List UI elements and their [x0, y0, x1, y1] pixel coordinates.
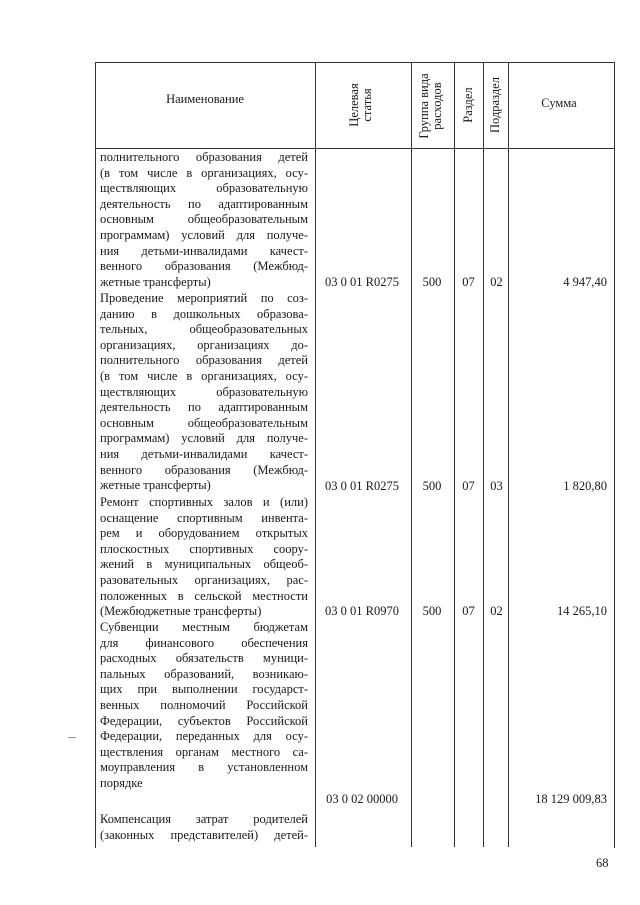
description-line: программам) условий для получе- — [100, 227, 308, 242]
description-line: (в том числе в организациях, осу- — [100, 368, 308, 383]
header-group-line: расходов — [430, 82, 444, 130]
description-line: разовательных организациях, рас- — [100, 572, 308, 587]
subsection-code: 03 — [490, 479, 503, 493]
section-code: 07 — [462, 604, 475, 618]
description-line: (Межбюджетные трансферты) — [100, 604, 262, 619]
row-description — [100, 150, 308, 290]
header-sum: Сумма — [541, 96, 577, 110]
header-target-line: Целевая — [347, 83, 361, 127]
amount-value: 14 265,10 — [557, 604, 607, 618]
amount-value: 4 947,40 — [563, 275, 607, 289]
description-line: венного образования (Межбюд- — [100, 259, 308, 274]
description-line: данию в дошкольных образова- — [100, 306, 308, 321]
header-group-line: Группа вида — [417, 73, 431, 139]
description-line: Проведение мероприятий по соз- — [100, 291, 308, 305]
description-line: ществляющих образовательную — [100, 384, 308, 399]
description-line: Субвенции местным бюджетам — [100, 620, 308, 634]
description-line: щих при выполнении государст- — [100, 682, 308, 697]
column-divider — [508, 62, 509, 847]
subsection-code: 02 — [490, 604, 503, 618]
header-name: Наименование — [166, 92, 244, 106]
description-line: ществления органам местного са- — [100, 744, 308, 759]
header-expense-group — [418, 61, 446, 151]
description-line: деятельность по адаптированным — [100, 196, 308, 211]
description-line: жений в муниципальных общеоб- — [100, 557, 308, 572]
description-line: ния детьми-инвалидами качест- — [100, 243, 308, 258]
amount-value: 18 129 009,83 — [535, 792, 607, 806]
description-line: венных полномочий Российской — [100, 697, 308, 712]
target-article-code: 03 0 01 R0970 — [325, 604, 399, 618]
description-line: Федерации, субъектов Российской — [100, 713, 308, 728]
description-line: оснащение спортивным инвента- — [100, 510, 308, 525]
expense-group-code: 500 — [422, 604, 442, 618]
description-line: ния детьми-инвалидами качест- — [100, 446, 308, 461]
amount-value: 1 820,80 — [563, 479, 607, 493]
column-divider — [483, 62, 484, 847]
section-code: 07 — [462, 479, 475, 493]
row-description — [100, 495, 308, 620]
row-description — [100, 291, 308, 494]
description-line: основным общеобразовательным — [100, 415, 308, 430]
description-line: организациях, организациях до- — [100, 337, 308, 352]
description-line: деятельность по адаптированным — [100, 400, 308, 415]
description-line: жетные трансферты) — [100, 478, 211, 493]
subsection-code: 02 — [490, 275, 503, 289]
description-line: плоскостных спортивных соору- — [100, 541, 308, 556]
description-line: порядке — [100, 775, 143, 790]
target-article-code: 03 0 02 00000 — [326, 792, 398, 806]
header-target-line: статья — [360, 88, 374, 122]
description-line: моуправления в установленном — [100, 760, 308, 775]
description-line: пальных образований, возникаю- — [100, 666, 308, 681]
header-section: Раздел — [461, 87, 475, 123]
description-line: Компенсация затрат родителей — [100, 812, 308, 826]
expense-group-code: 500 — [422, 479, 442, 493]
column-divider — [411, 62, 412, 847]
column-divider — [315, 62, 316, 847]
target-article-code: 03 0 01 R0275 — [325, 275, 399, 289]
description-line: Ремонт спортивных залов и (или) — [100, 495, 308, 509]
description-line: рем и оборудованием открытых — [100, 526, 308, 541]
column-divider — [454, 62, 455, 847]
page-number: 68 — [596, 856, 609, 870]
row-description — [100, 812, 308, 843]
section-code: 07 — [462, 275, 475, 289]
description-line: ществляющих образовательную — [100, 181, 308, 196]
description-line: положенных в сельской местности — [100, 588, 308, 603]
row-description — [100, 620, 308, 792]
description-line: программам) условий для получе- — [100, 431, 308, 446]
scan-mark — [68, 737, 76, 738]
description-line: жетные трансферты) — [100, 274, 211, 289]
description-line: полнительного образования детей — [100, 353, 308, 368]
target-article-code: 03 0 01 R0275 — [325, 479, 399, 493]
description-line: тельных, общеобразовательных — [100, 322, 308, 337]
description-line: Федерации, переданных для осу- — [100, 729, 308, 744]
description-line: для финансового обеспечения — [100, 635, 308, 650]
description-line: расходных обязательств муници- — [100, 651, 308, 666]
description-line: венного образования (Межбюд- — [100, 462, 308, 477]
description-line: полнительного образования детей — [100, 150, 308, 164]
description-line: (в том числе в организациях, осу- — [100, 165, 308, 180]
description-line: (законных представителей) детей- — [100, 827, 308, 842]
expense-group-code: 500 — [422, 275, 442, 289]
header-subsection: Подраздел — [488, 77, 502, 133]
header-target-article — [348, 57, 376, 153]
description-line: основным общеобразовательным — [100, 212, 308, 227]
